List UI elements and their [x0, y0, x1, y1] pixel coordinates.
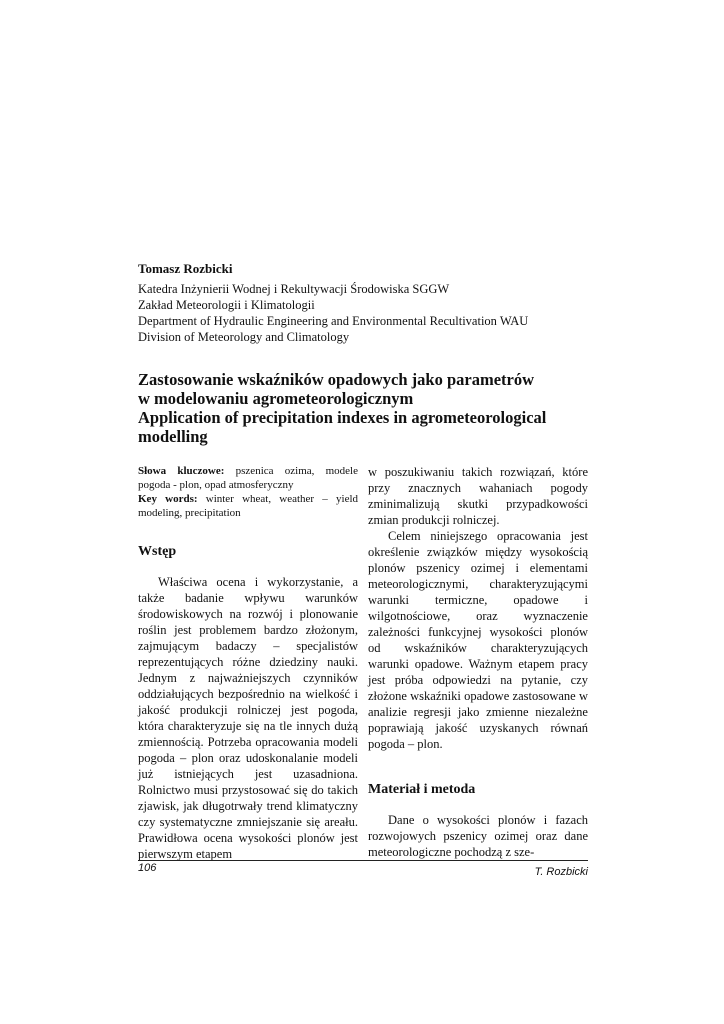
- title-line: Zastosowanie wskaźników opadowych jako parametrów: [138, 370, 535, 389]
- footer-rule: [138, 860, 588, 861]
- body-paragraph: Celem niniejszego opracowania jest określenie związków między wysokością plonów pszenicy ozimej i elementami meteorologicznymi, charakteryzującymi warunki termiczne, opadowe i wilgotnościowe, oraz wyznaczenie zależności funkcyjnej wysokości plonów od wskaźników charakteryzujących warunki opadowe. Ważnym etapem pracy jest próba odpowiedzi na pytanie, czy złożone wskaźniki opadowe zastosowane w analizie regresji jako zmienne niezależne poprawiają jakość uzyskanych równań pogoda – plon.: [368, 529, 588, 751]
- title-line: w modelowaniu agrometeorologicznym: [138, 389, 414, 408]
- intro-paragraph: Właściwa ocena i wykorzystanie, a także badanie wpływu warunków środowiskowych na rozwój i plonowanie roślin jest problemem bardzo złożonym, zajmującym badaczy – specjalistów reprezentujących różne dziedziny nauki. Jednym z najważniejszych czynników oddziałujących bezpośrednio na wielkość i jakość produkcji rolniczej jest pogoda, która charakteryzuje się na tle innych dużą zmiennością. Potrzeba opracowania modeli pogoda – plon oraz udoskonalanie modeli już istniejących jest uzasadniona. Rolnictwo musi przystosować się do takich zjawisk, jak długotrwały trend klimatyczny czy systematyczne zmniejszanie się areału. Prawidłowa ocena wysokości plonów jest pierwszym etapem: [138, 575, 358, 861]
- author-name: Tomasz Rozbicki: [138, 261, 233, 276]
- methods-paragraph: Dane o wysokości plonów i fazach rozwojowych pszenicy ozimej oraz dane meteorologiczne pochodzą z sze-: [368, 813, 588, 859]
- keywords-pl-label: Słowa kluczowe:: [138, 465, 225, 477]
- affiliation-line: Division of Meteorology and Climatology: [138, 330, 350, 344]
- title-line: Application of precipitation indexes in agrometeorological: [138, 408, 547, 427]
- keywords-en: winter wheat, weather – yield modeling, precipitation: [138, 493, 359, 519]
- affiliation-line: Zakład Meteorologii i Klimatologii: [138, 298, 315, 312]
- section-heading-methods: Materiał i metoda: [368, 782, 476, 797]
- section-heading-intro: Wstęp: [138, 544, 177, 559]
- running-author: T. Rozbicki: [534, 866, 588, 878]
- page-number: 106: [138, 862, 157, 874]
- paper-title: [138, 370, 598, 446]
- right-column: [368, 464, 588, 860]
- keywords-en-label: Key words:: [138, 493, 198, 505]
- title-line: modelling: [138, 427, 208, 446]
- affiliation-line: Katedra Inżynierii Wodnej i Rekultywacji Środowiska SGGW: [138, 282, 450, 296]
- affiliations: [138, 281, 528, 345]
- keywords-pl: pszenica ozima, modele pogoda - plon, opad atmosferyczny: [138, 465, 358, 491]
- keywords-block: [138, 464, 358, 520]
- affiliation-line: Department of Hydraulic Engineering and Environmental Recultivation WAU: [138, 314, 529, 328]
- left-column: [138, 464, 358, 862]
- body-paragraph: w poszukiwaniu takich rozwiązań, które przy znacznych wahaniach pogody zminimalizują skutki przypadkowości zmian produkcji rolniczej.: [368, 465, 588, 527]
